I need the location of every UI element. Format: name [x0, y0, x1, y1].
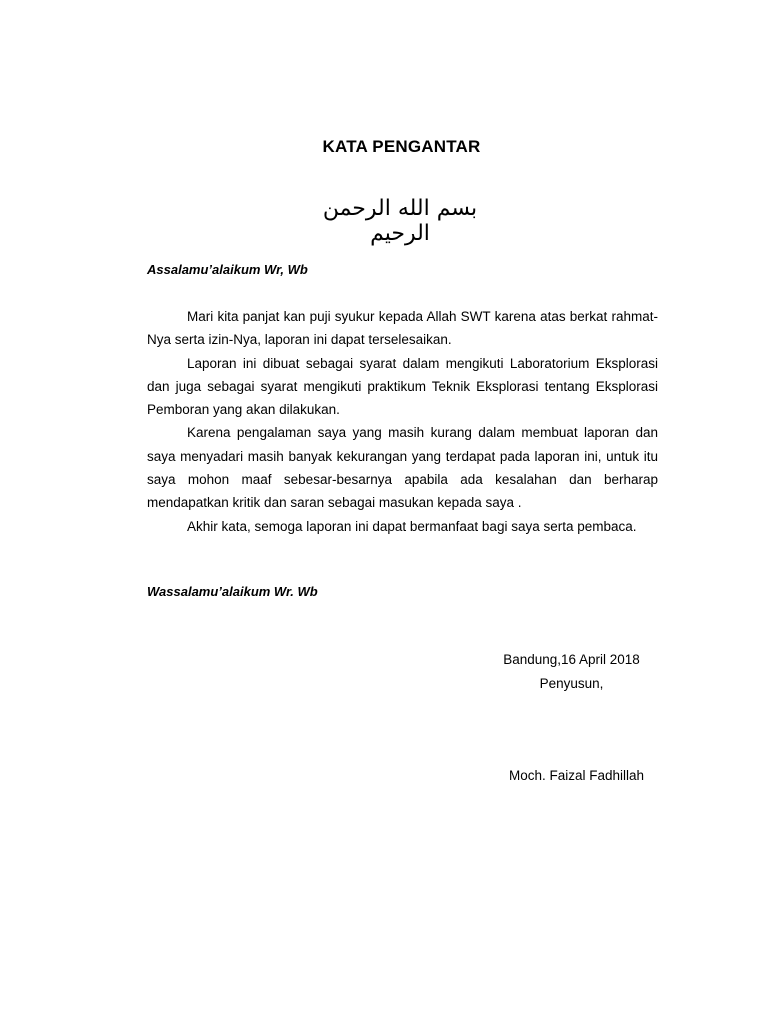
signature-place-date: Bandung,16 April 2018	[503, 652, 640, 667]
basmalah-text: بسم الله الرحمن الرحيم	[322, 196, 478, 246]
paragraph: Mari kita panjat kan puji syukur kepada Allah SWT karena atas berkat rahmat-Nya serta izin-Nya, laporan ini dapat terselesaikan.	[147, 309, 658, 348]
closing-greeting: Wassalamu’alaikum Wr. Wb	[147, 584, 318, 599]
paragraph: Laporan ini dibuat sebagai syarat dalam mengikuti Laboratorium Eksplorasi dan juga sebagai syarat mengikuti praktikum Teknik Eksplorasi tentang Eksplorasi Pemboran yang akan dilakukan.	[147, 355, 658, 418]
document-title: KATA PENGANTAR	[322, 137, 481, 156]
signature-role: Penyusun,	[539, 676, 604, 691]
paragraph: Karena pengalaman saya yang masih kurang dalam membuat laporan dan saya menyadari masih banyak kekurangan yang terdapat pada laporan ini, untuk itu saya mohon maaf sebesar-besarnya apabila ada kesalahan dan berharap mendapatkan kritik dan saran sebagai masukan kepada saya .	[147, 425, 658, 511]
paragraph: Akhir kata, semoga laporan ini dapat bermanfaat bagi saya serta pembaca.	[187, 518, 637, 534]
body-text	[147, 305, 658, 538]
signature-name: Moch. Faizal Fadhillah	[508, 768, 645, 783]
opening-greeting: Assalamu’alaikum Wr, Wb	[147, 262, 308, 277]
